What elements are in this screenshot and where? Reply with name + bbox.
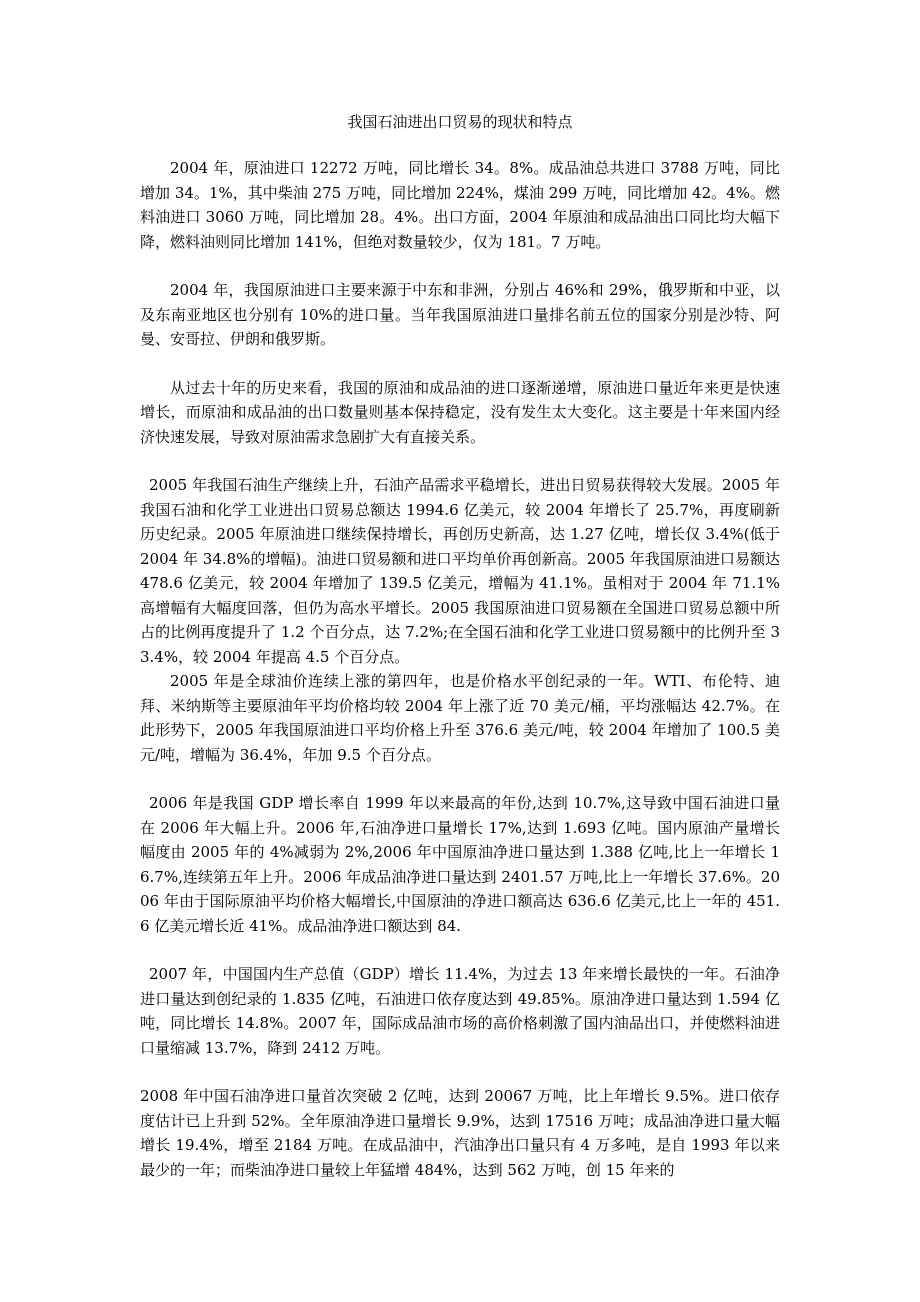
paragraph-2007: 2007 年，中国国内生产总值（GDP）增长 11.4%，为过去 13 年来增长最快的一年。石油净进口量达到创纪录的 1.835 亿吨，石油进口依存度达到 49.85%。原油净进口量达到 1.594 亿吨，同比增长 14.8%。2007 年，国际成品油市场的高价格刺激了国内油品出口，并使燃料油进口量缩减 13.7%，降到 2412 万吨。 <box>140 965 780 1057</box>
paragraph-2005-trade: 2005 年我国石油生产继续上升，石油产品需求平稳增长，进出日贸易获得较大发展。2005 年我国石油和化学工业进出口贸易总额达 1994.6 亿美元，较 2004 年增长了 25.7%，再度刷新历史纪录。2005 年原油进口继续保持增长，再创历史新高，达 1.27 亿吨，增长仅 3.4%(低于 2004 年 34.8%的增幅)。油进口贸易额和进口平均单价再创新高。2005 年我国原油进口易额达 478.6 亿美元，较 2004 年增加了 139.5 亿美元，增幅为 41.1%。虽相对于 2004 年 71.1%高增幅有大幅度回落，但仍为高水平增长。2005 我国原油进口贸易额在全国进口贸易总额中所占的比例再度提升了 1.2 个百分点，达 7.2%;在全国石油和化学工业进口贸易额中的比例升至 33.4%，较 2004 年提高 4.5 个百分点。 <box>140 476 780 666</box>
document-page <box>140 110 780 1206</box>
paragraph-decade-history: 从过去十年的历史来看，我国的原油和成品油的进口逐渐递增，原油进口量近年来更是快速增长，而原油和成品油的出口数量则基本保持稳定，没有发生太大变化。这主要是十年来国内经济快速发展，导致对原油需求急剧扩大有直接关系。 <box>140 378 780 446</box>
document-title: 我国石油进出口贸易的现状和特点 <box>347 113 573 131</box>
paragraph-2008: 2008 年中国石油净进口量首次突破 2 亿吨，达到 20067 万吨，比上年增长 9.5%。进口依存度估计已上升到 52%。全年原油净进口量增长 9.9%，达到 17516 万吨；成品油净进口量大幅增长 19.4%，增至 2184 万吨。在成品油中，汽油净出口量只有 4 万多吨，是自 1993 年以来最少的一年；而柴油净进口量较上年猛增 484%，达到 562 万吨，创 15 年来的 <box>140 1087 780 1179</box>
paragraph-2004-trade: 2004 年，原油进口 12272 万吨，同比增长 34。8%。成品油总共进口 3788 万吨，同比增加 34。1%，其中柴油 275 万吨，同比增加 224%，煤油 299 万吨，同比增加 42。4%。燃料油进口 3060 万吨，同比增加 28。4%。出口方面，2004 年原油和成品油出口同比均大幅下降，燃料油则同比增加 141%，但绝对数量较少，仅为 181。7 万吨。 <box>140 159 780 251</box>
paragraph-2005-prices: 2005 年是全球油价连续上涨的第四年，也是价格水平创纪录的一年。WTI、布伦特、迪拜、米纳斯等主要原油年平均价格均较 2004 年上涨了近 70 美元/桶，平均涨幅达 42.7%。在此形势下，2005 年我国原油进口平均价格上升至 376.6 美元/吨，较 2004 年增加了 100.5 美元/吨，增幅为 36.4%，年加 9.5 个百分点。 <box>140 672 780 764</box>
paragraph-2004-sources: 2004 年，我国原油进口主要来源于中东和非洲，分别占 46%和 29%，俄罗斯和中亚，以及东南亚地区也分别有 10%的进口量。当年我国原油进口量排名前五位的国家分别是沙特、阿曼、安哥拉、伊朗和俄罗斯。 <box>140 281 780 348</box>
paragraph-2006: 2006 年是我国 GDP 增长率自 1999 年以来最高的年份,达到 10.7%,这导致中国石油进口量在 2006 年大幅上升。2006 年,石油净进口量增长 17%,达到 1.693 亿吨。国内原油产量增长幅度由 2005 年的 4%减弱为 2%,2006 年中国原油净进口量达到 1.388 亿吨,比上一年增长 16.7%,连续第五年上升。2006 年成品油净进口量达到 2401.57 万吨,比上一年增长 37.6%。2006 年由于国际原油平均价格大幅增长,中国原油的净进口额高达 636.6 亿美元,比上一年的 451.6 亿美元增长近 41%。成品油净进口额达到 84. <box>140 794 780 935</box>
